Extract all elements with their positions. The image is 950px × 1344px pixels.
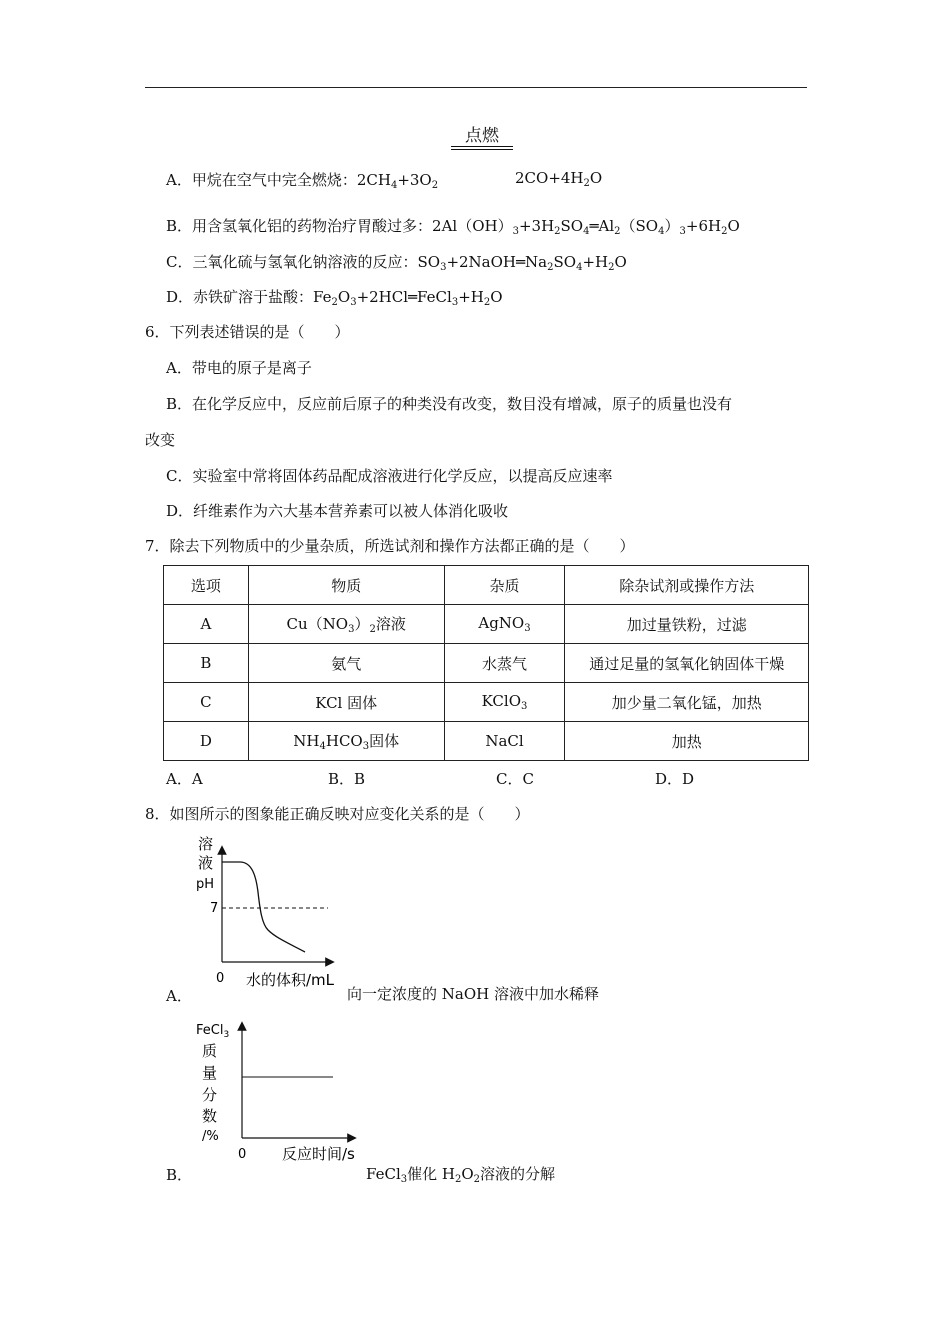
q6-option-a: A．带电的原子是离子 xyxy=(166,359,312,377)
impurity-cell: KClO$_3$ xyxy=(444,683,565,722)
header-cell: 杂质 xyxy=(444,566,565,605)
graph-b-ylabel-1: FeCl xyxy=(196,1023,224,1038)
option-cell: C xyxy=(164,683,249,722)
graph-a-y-tick: 7 xyxy=(210,901,219,916)
q7-choice-b: B．B xyxy=(328,770,366,788)
svg-text:FeCl3 xyxy=(196,1023,229,1040)
method-cell: 加少量二氧化锰，加热 xyxy=(565,683,809,722)
substance-cell: 氨气 xyxy=(248,644,444,683)
method-cell: 通过足量的氢氧化钠固体干燥 xyxy=(565,644,809,683)
q6-option-b-line1: B．在化学反应中，反应前后原子的种类没有改变，数目没有增减，原子的质量也没有 xyxy=(166,395,733,413)
table-row xyxy=(164,644,809,683)
graph-b-ylabel-6: /% xyxy=(202,1129,219,1144)
table-row xyxy=(164,722,809,761)
table-header-row xyxy=(164,566,809,605)
header-cell: 除杂试剂或操作方法 xyxy=(565,566,809,605)
graph-b-ylabel-3: 量 xyxy=(202,1064,218,1082)
q8-option-a-label: A． xyxy=(166,987,192,1005)
q5-option-a-products: $2CO+4H_2O$ xyxy=(515,169,603,189)
impurity-cell: 水蒸气 xyxy=(444,644,565,683)
graph-b-origin: 0 xyxy=(238,1147,247,1162)
substance-cell: $Cu(NO_3)_2$溶液 xyxy=(248,605,444,644)
graph-a-ylabel-2: 液 xyxy=(198,854,214,872)
q6-option-b-line2: 改变 xyxy=(145,431,176,449)
header-cell: 选项 xyxy=(164,566,249,605)
graph-a-ylabel-1: 溶 xyxy=(198,835,214,853)
table-row xyxy=(164,683,809,722)
graph-b-ylabel-1-sub: 3 xyxy=(223,1030,230,1040)
q5-option-c: C．三氧化硫与氢氧化钠溶液的反应：$SO_3+2NaOH═Na_2SO_4+H_2O$ xyxy=(166,253,627,273)
q8-option-b-caption: FeCl$_3$催化 $H_2O_2$溶液的分解 xyxy=(366,1165,556,1185)
table-row xyxy=(164,605,809,644)
q6-option-d: D．纤维素作为六大基本营养素可以被人体消化吸收 xyxy=(166,502,509,520)
graph-b-ylabel-4: 分 xyxy=(202,1086,218,1104)
q7-choice-a: A．A xyxy=(166,770,203,788)
graph-a-curve xyxy=(222,862,305,952)
q5-option-d: D．赤铁矿溶于盐酸：$Fe_2O_3+2HCl═FeCl_3+H_2O$ xyxy=(166,288,503,308)
q8-option-b-label: B． xyxy=(166,1166,193,1184)
graph-a-origin: 0 xyxy=(216,971,225,986)
q7-choice-d: D．D xyxy=(655,770,695,788)
q6-stem: 6．下列表述错误的是（ ） xyxy=(145,323,350,341)
q5-option-b: B．用含氢氧化铝的药物治疗胃酸过多：$2Al(OH)_3+3H_2SO_4═Al_2(SO_4)_3+6H_2O$ xyxy=(166,217,740,237)
q7-table xyxy=(163,565,809,761)
option-cell: D xyxy=(164,722,249,761)
graph-a xyxy=(190,832,350,992)
condition-line-bottom xyxy=(451,149,513,150)
q7-choice-c: C．C xyxy=(496,770,534,788)
graph-b-ylabel-2: 质 xyxy=(202,1042,218,1060)
option-cell: B xyxy=(164,644,249,683)
substance-cell: KCl 固体 xyxy=(248,683,444,722)
graph-a-xlabel: 水的体积/mL xyxy=(246,971,335,989)
q5-option-a: A．甲烷在空气中完全燃烧：$2CH_4+3O_2$ xyxy=(166,171,439,191)
graph-b-xlabel: 反应时间/s xyxy=(282,1145,355,1163)
header-rule xyxy=(145,87,807,88)
impurity-cell: AgNO$_3$ xyxy=(444,605,565,644)
q6-option-c: C．实验室中常将固体药品配成溶液进行化学反应，以提高反应速率 xyxy=(166,467,613,485)
method-cell: 加热 xyxy=(565,722,809,761)
header-cell: 物质 xyxy=(248,566,444,605)
method-cell: 加过量铁粉，过滤 xyxy=(565,605,809,644)
q8-option-a-caption: 向一定浓度的 NaOH 溶液中加水稀释 xyxy=(347,985,599,1003)
graph-b-ylabel-5: 数 xyxy=(202,1107,218,1125)
q7-stem: 7．除去下列物质中的少量杂质，所选试剂和操作方法都正确的是（ ） xyxy=(145,537,635,555)
q8-stem: 8．如图所示的图象能正确反映对应变化关系的是（ ） xyxy=(145,805,530,823)
graph-a-ylabel-3: pH xyxy=(196,877,215,892)
reaction-condition-label: 点燃 xyxy=(465,126,499,146)
graph-b xyxy=(190,1016,370,1166)
option-cell: A xyxy=(164,605,249,644)
condition-line-top xyxy=(451,146,513,147)
impurity-cell: NaCl xyxy=(444,722,565,761)
substance-cell: $NH_4HCO_3$固体 xyxy=(248,722,444,761)
